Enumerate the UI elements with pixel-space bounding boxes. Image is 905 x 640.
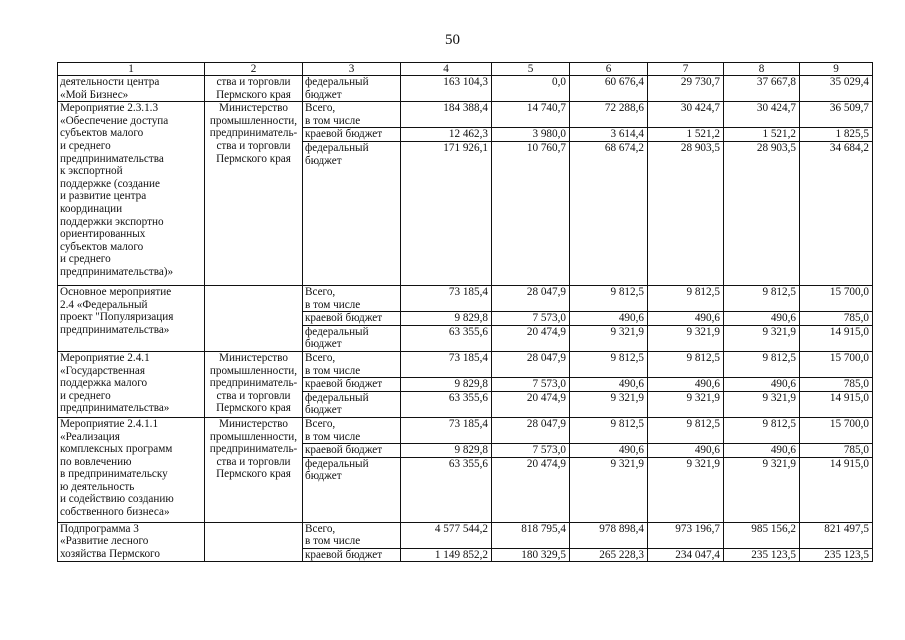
activity-name-cell: Мероприятие 2.3.1.3 «Обеспечение доступа субъектов малого и среднего предпринимательства к экспортной поддержке (создание и развитие центра координации поддержки экспортно ориентированных субъектов малого и среднего предпринимательства)» [58, 102, 205, 286]
amount-cell: 821 497,5 [800, 522, 873, 548]
amount-cell: 14 915,0 [800, 325, 873, 351]
amount-cell: 235 123,5 [724, 548, 800, 562]
amount-cell: 9 812,5 [570, 285, 648, 311]
amount-cell: 30 424,7 [724, 102, 800, 128]
amount-cell: 9 321,9 [570, 325, 648, 351]
amount-cell: 163 104,3 [401, 76, 492, 102]
amount-cell: 28 047,9 [492, 351, 570, 377]
funding-source-cell: федеральный бюджет [303, 391, 401, 417]
amount-cell: 15 700,0 [800, 351, 873, 377]
executor-cell: Министерство промышленности, предприниматель- ства и торговли Пермского края [205, 417, 303, 522]
amount-cell: 4 577 544,2 [401, 522, 492, 548]
table-body [58, 63, 873, 562]
amount-cell: 9 812,5 [570, 351, 648, 377]
amount-cell: 490,6 [648, 312, 724, 326]
amount-cell: 490,6 [570, 444, 648, 458]
column-number: 8 [724, 63, 800, 76]
column-number: 6 [570, 63, 648, 76]
column-number: 4 [401, 63, 492, 76]
activity-name-cell: деятельности центра «Мой Бизнес» [58, 76, 205, 102]
amount-cell: 9 812,5 [724, 417, 800, 443]
amount-cell: 73 185,4 [401, 285, 492, 311]
amount-cell: 234 047,4 [648, 548, 724, 562]
activity-name-cell: Основное мероприятие 2.4 «Федеральный проект "Популяризация предпринимательства» [58, 285, 205, 351]
amount-cell: 9 812,5 [648, 285, 724, 311]
funding-source-cell: краевой бюджет [303, 128, 401, 142]
executor-cell [205, 522, 303, 562]
funding-source-cell: Всего, в том числе [303, 285, 401, 311]
amount-cell: 63 355,6 [401, 391, 492, 417]
funding-source-cell: Всего, в том числе [303, 102, 401, 128]
amount-cell: 60 676,4 [570, 76, 648, 102]
amount-cell: 14 915,0 [800, 457, 873, 522]
amount-cell: 68 674,2 [570, 141, 648, 285]
amount-cell: 490,6 [648, 378, 724, 392]
column-number: 7 [648, 63, 724, 76]
funding-source-cell: краевой бюджет [303, 378, 401, 392]
amount-cell: 37 667,8 [724, 76, 800, 102]
funding-source-cell: Всего, в том числе [303, 417, 401, 443]
table-row [58, 285, 873, 311]
executor-cell [205, 285, 303, 351]
amount-cell: 7 573,0 [492, 444, 570, 458]
amount-cell: 28 903,5 [648, 141, 724, 285]
amount-cell: 490,6 [570, 312, 648, 326]
amount-cell: 9 812,5 [648, 417, 724, 443]
amount-cell: 1 521,2 [648, 128, 724, 142]
amount-cell: 72 288,6 [570, 102, 648, 128]
table-row [58, 522, 873, 548]
table-row [58, 417, 873, 443]
amount-cell: 180 329,5 [492, 548, 570, 562]
amount-cell: 20 474,9 [492, 391, 570, 417]
amount-cell: 785,0 [800, 312, 873, 326]
amount-cell: 15 700,0 [800, 417, 873, 443]
amount-cell: 28 047,9 [492, 285, 570, 311]
amount-cell: 9 321,9 [648, 391, 724, 417]
funding-source-cell: краевой бюджет [303, 444, 401, 458]
amount-cell: 15 700,0 [800, 285, 873, 311]
column-number: 5 [492, 63, 570, 76]
amount-cell: 818 795,4 [492, 522, 570, 548]
amount-cell: 490,6 [724, 444, 800, 458]
amount-cell: 9 829,8 [401, 312, 492, 326]
column-number: 2 [205, 63, 303, 76]
budget-table [57, 62, 873, 562]
funding-source-cell: краевой бюджет [303, 312, 401, 326]
amount-cell: 28 903,5 [724, 141, 800, 285]
amount-cell: 490,6 [570, 378, 648, 392]
amount-cell: 3 980,0 [492, 128, 570, 142]
amount-cell: 7 573,0 [492, 378, 570, 392]
amount-cell: 9 812,5 [724, 285, 800, 311]
amount-cell: 0,0 [492, 76, 570, 102]
amount-cell: 20 474,9 [492, 325, 570, 351]
amount-cell: 20 474,9 [492, 457, 570, 522]
amount-cell: 9 321,9 [648, 325, 724, 351]
amount-cell: 265 228,3 [570, 548, 648, 562]
table-row [58, 76, 873, 102]
amount-cell: 985 156,2 [724, 522, 800, 548]
amount-cell: 29 730,7 [648, 76, 724, 102]
amount-cell: 973 196,7 [648, 522, 724, 548]
amount-cell: 9 812,5 [724, 351, 800, 377]
amount-cell: 3 614,4 [570, 128, 648, 142]
funding-source-cell: федеральный бюджет [303, 325, 401, 351]
amount-cell: 9 321,9 [570, 457, 648, 522]
amount-cell: 490,6 [724, 378, 800, 392]
amount-cell: 9 321,9 [648, 457, 724, 522]
amount-cell: 9 812,5 [570, 417, 648, 443]
amount-cell: 73 185,4 [401, 351, 492, 377]
funding-source-cell: Всего, в том числе [303, 351, 401, 377]
amount-cell: 9 829,8 [401, 378, 492, 392]
executor-cell: Министерство промышленности, предприниматель- ства и торговли Пермского края [205, 351, 303, 417]
amount-cell: 490,6 [648, 444, 724, 458]
amount-cell: 9 321,9 [724, 391, 800, 417]
column-number-row [58, 63, 873, 76]
amount-cell: 1 825,5 [800, 128, 873, 142]
page-number: 50 [445, 32, 460, 48]
amount-cell: 9 321,9 [724, 457, 800, 522]
table-row [58, 102, 873, 128]
amount-cell: 978 898,4 [570, 522, 648, 548]
amount-cell: 9 321,9 [570, 391, 648, 417]
amount-cell: 12 462,3 [401, 128, 492, 142]
amount-cell: 1 521,2 [724, 128, 800, 142]
amount-cell: 171 926,1 [401, 141, 492, 285]
amount-cell: 63 355,6 [401, 457, 492, 522]
amount-cell: 785,0 [800, 378, 873, 392]
amount-cell: 490,6 [724, 312, 800, 326]
amount-cell: 36 509,7 [800, 102, 873, 128]
executor-cell: ства и торговли Пермского края [205, 76, 303, 102]
amount-cell: 14 740,7 [492, 102, 570, 128]
amount-cell: 184 388,4 [401, 102, 492, 128]
amount-cell: 35 029,4 [800, 76, 873, 102]
table-row [58, 351, 873, 377]
amount-cell: 9 829,8 [401, 444, 492, 458]
amount-cell: 34 684,2 [800, 141, 873, 285]
amount-cell: 30 424,7 [648, 102, 724, 128]
funding-source-cell: Всего, в том числе [303, 522, 401, 548]
funding-source-cell: федеральный бюджет [303, 76, 401, 102]
amount-cell: 10 760,7 [492, 141, 570, 285]
amount-cell: 9 812,5 [648, 351, 724, 377]
amount-cell: 7 573,0 [492, 312, 570, 326]
column-number: 1 [58, 63, 205, 76]
amount-cell: 63 355,6 [401, 325, 492, 351]
activity-name-cell: Подпрограмма 3 «Развитие лесного хозяйства Пермского [58, 522, 205, 562]
amount-cell: 235 123,5 [800, 548, 873, 562]
amount-cell: 1 149 852,2 [401, 548, 492, 562]
funding-source-cell: краевой бюджет [303, 548, 401, 562]
amount-cell: 14 915,0 [800, 391, 873, 417]
amount-cell: 73 185,4 [401, 417, 492, 443]
column-number: 9 [800, 63, 873, 76]
amount-cell: 785,0 [800, 444, 873, 458]
amount-cell: 28 047,9 [492, 417, 570, 443]
activity-name-cell: Мероприятие 2.4.1 «Государственная поддержка малого и среднего предпринимательства» [58, 351, 205, 417]
activity-name-cell: Мероприятие 2.4.1.1 «Реализация комплексных программ по вовлечению в предпринимательску ю деятельность и содействию созданию собственного бизнеса» [58, 417, 205, 522]
executor-cell: Министерство промышленности, предприниматель- ства и торговли Пермского края [205, 102, 303, 286]
column-number: 3 [303, 63, 401, 76]
funding-source-cell: федеральный бюджет [303, 141, 401, 285]
funding-source-cell: федеральный бюджет [303, 457, 401, 522]
amount-cell: 9 321,9 [724, 325, 800, 351]
